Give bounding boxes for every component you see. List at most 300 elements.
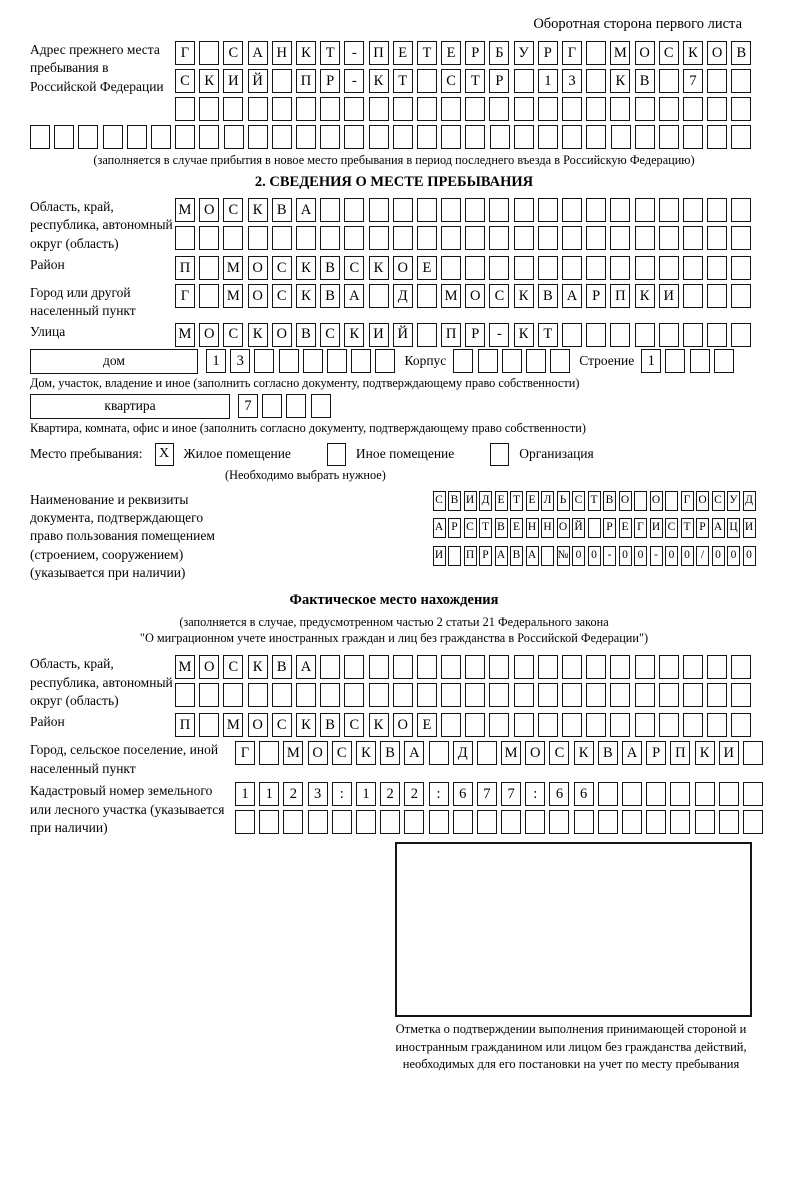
- char-box[interactable]: [103, 125, 123, 149]
- char-box[interactable]: И: [743, 518, 756, 538]
- char-box[interactable]: К: [635, 284, 655, 308]
- char-box[interactable]: [344, 226, 364, 250]
- char-box[interactable]: [441, 97, 461, 121]
- char-box[interactable]: 1: [259, 782, 279, 806]
- char-box[interactable]: М: [175, 323, 195, 347]
- char-box[interactable]: [296, 125, 316, 149]
- char-box[interactable]: [514, 198, 534, 222]
- char-box[interactable]: [514, 125, 534, 149]
- char-box[interactable]: 0: [743, 546, 756, 566]
- char-box[interactable]: 0: [588, 546, 601, 566]
- char-box[interactable]: Е: [393, 41, 413, 65]
- char-box[interactable]: [562, 713, 582, 737]
- char-box[interactable]: С: [223, 655, 243, 679]
- char-box[interactable]: [659, 226, 679, 250]
- char-box[interactable]: С: [320, 323, 340, 347]
- char-box[interactable]: [731, 226, 751, 250]
- char-box[interactable]: Т: [320, 41, 340, 65]
- char-box[interactable]: 0: [634, 546, 647, 566]
- char-box[interactable]: [743, 782, 763, 806]
- char-box[interactable]: [659, 97, 679, 121]
- char-box[interactable]: Т: [417, 41, 437, 65]
- char-box[interactable]: С: [659, 41, 679, 65]
- char-box[interactable]: [417, 226, 437, 250]
- char-box[interactable]: [369, 284, 389, 308]
- char-box[interactable]: [502, 349, 522, 373]
- char-box[interactable]: [296, 226, 316, 250]
- char-box[interactable]: [320, 198, 340, 222]
- char-box[interactable]: А: [296, 198, 316, 222]
- char-box[interactable]: М: [501, 741, 521, 765]
- char-box[interactable]: [199, 97, 219, 121]
- char-box[interactable]: Г: [562, 41, 582, 65]
- char-box[interactable]: С: [441, 69, 461, 93]
- char-box[interactable]: П: [441, 323, 461, 347]
- char-box[interactable]: [562, 683, 582, 707]
- char-box[interactable]: [429, 741, 449, 765]
- char-box[interactable]: Н: [541, 518, 554, 538]
- char-box[interactable]: [659, 323, 679, 347]
- char-box[interactable]: [610, 655, 630, 679]
- char-box[interactable]: [272, 125, 292, 149]
- char-box[interactable]: [659, 256, 679, 280]
- char-box[interactable]: К: [574, 741, 594, 765]
- char-box[interactable]: [659, 198, 679, 222]
- char-box[interactable]: [393, 198, 413, 222]
- char-box[interactable]: [272, 226, 292, 250]
- char-box[interactable]: А: [526, 546, 539, 566]
- char-box[interactable]: О: [635, 41, 655, 65]
- char-box[interactable]: [199, 125, 219, 149]
- char-box[interactable]: [489, 683, 509, 707]
- char-box[interactable]: Е: [417, 256, 437, 280]
- char-box[interactable]: О: [248, 713, 268, 737]
- char-box[interactable]: К: [514, 284, 534, 308]
- char-box[interactable]: [465, 683, 485, 707]
- char-box[interactable]: [248, 97, 268, 121]
- char-box[interactable]: [30, 125, 50, 149]
- char-box[interactable]: В: [272, 198, 292, 222]
- char-box[interactable]: [441, 198, 461, 222]
- char-box[interactable]: [514, 713, 534, 737]
- char-box[interactable]: В: [510, 546, 523, 566]
- char-box[interactable]: [375, 349, 395, 373]
- char-box[interactable]: [695, 810, 715, 834]
- char-box[interactable]: [320, 683, 340, 707]
- char-box[interactable]: [610, 713, 630, 737]
- char-box[interactable]: [223, 683, 243, 707]
- char-box[interactable]: [538, 125, 558, 149]
- apartment-field-label-box[interactable]: квартира: [30, 394, 230, 419]
- char-box[interactable]: [344, 198, 364, 222]
- char-box[interactable]: [441, 655, 461, 679]
- char-box[interactable]: И: [369, 323, 389, 347]
- char-box[interactable]: [344, 97, 364, 121]
- char-box[interactable]: -: [344, 41, 364, 65]
- char-box[interactable]: [610, 198, 630, 222]
- char-box[interactable]: О: [707, 41, 727, 65]
- char-box[interactable]: [659, 69, 679, 93]
- char-box[interactable]: [429, 810, 449, 834]
- char-box[interactable]: [477, 810, 497, 834]
- char-box[interactable]: [235, 810, 255, 834]
- char-box[interactable]: О: [199, 655, 219, 679]
- char-box[interactable]: К: [695, 741, 715, 765]
- char-box[interactable]: К: [199, 69, 219, 93]
- char-box[interactable]: [404, 810, 424, 834]
- char-box[interactable]: А: [622, 741, 642, 765]
- char-box[interactable]: В: [538, 284, 558, 308]
- char-box[interactable]: Й: [572, 518, 585, 538]
- char-box[interactable]: [707, 323, 727, 347]
- char-box[interactable]: [731, 655, 751, 679]
- char-box[interactable]: О: [465, 284, 485, 308]
- char-box[interactable]: [465, 655, 485, 679]
- char-box[interactable]: [320, 655, 340, 679]
- char-box[interactable]: Д: [453, 741, 473, 765]
- char-box[interactable]: Й: [393, 323, 413, 347]
- char-box[interactable]: [344, 655, 364, 679]
- char-box[interactable]: [224, 125, 244, 149]
- char-box[interactable]: [743, 741, 763, 765]
- char-box[interactable]: Д: [743, 491, 756, 511]
- char-box[interactable]: [707, 125, 727, 149]
- char-box[interactable]: [465, 97, 485, 121]
- char-box[interactable]: 3: [562, 69, 582, 93]
- char-box[interactable]: С: [344, 256, 364, 280]
- char-box[interactable]: Р: [696, 518, 709, 538]
- char-box[interactable]: 1: [235, 782, 255, 806]
- char-box[interactable]: [635, 655, 655, 679]
- char-box[interactable]: [199, 284, 219, 308]
- char-box[interactable]: [562, 125, 582, 149]
- char-box[interactable]: [586, 97, 606, 121]
- char-box[interactable]: [417, 69, 437, 93]
- char-box[interactable]: [610, 226, 630, 250]
- char-box[interactable]: Н: [526, 518, 539, 538]
- char-box[interactable]: [477, 741, 497, 765]
- char-box[interactable]: [272, 69, 292, 93]
- char-box[interactable]: [465, 198, 485, 222]
- char-box[interactable]: В: [635, 69, 655, 93]
- char-box[interactable]: Е: [417, 713, 437, 737]
- char-box[interactable]: В: [603, 491, 616, 511]
- char-box[interactable]: [586, 198, 606, 222]
- char-box[interactable]: А: [248, 41, 268, 65]
- char-box[interactable]: К: [514, 323, 534, 347]
- checkbox-other-premises[interactable]: [327, 443, 346, 466]
- char-box[interactable]: [259, 810, 279, 834]
- char-box[interactable]: [279, 349, 299, 373]
- char-box[interactable]: А: [495, 546, 508, 566]
- char-box[interactable]: Р: [646, 741, 666, 765]
- char-box[interactable]: [635, 256, 655, 280]
- char-box[interactable]: И: [464, 491, 477, 511]
- char-box[interactable]: [707, 198, 727, 222]
- char-box[interactable]: :: [332, 782, 352, 806]
- char-box[interactable]: К: [248, 655, 268, 679]
- char-box[interactable]: К: [344, 323, 364, 347]
- char-box[interactable]: [622, 782, 642, 806]
- char-box[interactable]: Г: [175, 284, 195, 308]
- char-box[interactable]: М: [441, 284, 461, 308]
- char-box[interactable]: [550, 349, 570, 373]
- char-box[interactable]: [223, 226, 243, 250]
- char-box[interactable]: [417, 125, 437, 149]
- char-box[interactable]: [635, 97, 655, 121]
- char-box[interactable]: [332, 810, 352, 834]
- char-box[interactable]: [714, 349, 734, 373]
- char-box[interactable]: [283, 810, 303, 834]
- char-box[interactable]: -: [650, 546, 663, 566]
- char-box[interactable]: О: [248, 284, 268, 308]
- char-box[interactable]: Р: [448, 518, 461, 538]
- char-box[interactable]: М: [223, 713, 243, 737]
- char-box[interactable]: К: [610, 69, 630, 93]
- char-box[interactable]: 7: [683, 69, 703, 93]
- char-box[interactable]: [344, 683, 364, 707]
- char-box[interactable]: [731, 323, 751, 347]
- char-box[interactable]: [562, 323, 582, 347]
- char-box[interactable]: [489, 226, 509, 250]
- char-box[interactable]: 6: [453, 782, 473, 806]
- char-box[interactable]: К: [248, 198, 268, 222]
- char-box[interactable]: [598, 782, 618, 806]
- char-box[interactable]: 0: [727, 546, 740, 566]
- char-box[interactable]: :: [429, 782, 449, 806]
- char-box[interactable]: [659, 683, 679, 707]
- char-box[interactable]: [175, 125, 195, 149]
- char-box[interactable]: [199, 713, 219, 737]
- char-box[interactable]: 0: [681, 546, 694, 566]
- char-box[interactable]: 0: [572, 546, 585, 566]
- char-box[interactable]: [731, 69, 751, 93]
- char-box[interactable]: [707, 713, 727, 737]
- char-box[interactable]: [514, 97, 534, 121]
- char-box[interactable]: [731, 284, 751, 308]
- char-box[interactable]: [731, 198, 751, 222]
- char-box[interactable]: [707, 69, 727, 93]
- char-box[interactable]: [695, 782, 715, 806]
- char-box[interactable]: [731, 125, 751, 149]
- char-box[interactable]: [453, 349, 473, 373]
- char-box[interactable]: [272, 97, 292, 121]
- char-box[interactable]: [670, 782, 690, 806]
- char-box[interactable]: [538, 97, 558, 121]
- char-box[interactable]: [489, 256, 509, 280]
- char-box[interactable]: К: [369, 69, 389, 93]
- char-box[interactable]: П: [175, 713, 195, 737]
- char-box[interactable]: [175, 683, 195, 707]
- char-box[interactable]: С: [175, 69, 195, 93]
- char-box[interactable]: [743, 810, 763, 834]
- char-box[interactable]: [465, 256, 485, 280]
- char-box[interactable]: [707, 97, 727, 121]
- char-box[interactable]: 7: [501, 782, 521, 806]
- char-box[interactable]: [441, 713, 461, 737]
- char-box[interactable]: [525, 810, 545, 834]
- char-box[interactable]: В: [272, 655, 292, 679]
- char-box[interactable]: [683, 256, 703, 280]
- char-box[interactable]: [248, 683, 268, 707]
- char-box[interactable]: [199, 256, 219, 280]
- char-box[interactable]: [562, 256, 582, 280]
- char-box[interactable]: [586, 655, 606, 679]
- char-box[interactable]: 3: [230, 349, 250, 373]
- char-box[interactable]: 0: [712, 546, 725, 566]
- char-box[interactable]: Е: [441, 41, 461, 65]
- char-box[interactable]: Е: [619, 518, 632, 538]
- char-box[interactable]: [719, 782, 739, 806]
- char-box[interactable]: [248, 125, 268, 149]
- char-box[interactable]: О: [308, 741, 328, 765]
- char-box[interactable]: В: [320, 256, 340, 280]
- char-box[interactable]: Р: [320, 69, 340, 93]
- char-box[interactable]: Н: [272, 41, 292, 65]
- char-box[interactable]: К: [356, 741, 376, 765]
- char-box[interactable]: П: [369, 41, 389, 65]
- char-box[interactable]: П: [610, 284, 630, 308]
- char-box[interactable]: К: [296, 284, 316, 308]
- char-box[interactable]: 6: [574, 782, 594, 806]
- char-box[interactable]: С: [549, 741, 569, 765]
- char-box[interactable]: К: [296, 713, 316, 737]
- char-box[interactable]: 1: [538, 69, 558, 93]
- char-box[interactable]: Б: [489, 41, 509, 65]
- char-box[interactable]: [646, 810, 666, 834]
- char-box[interactable]: В: [380, 741, 400, 765]
- char-box[interactable]: -: [603, 546, 616, 566]
- char-box[interactable]: И: [659, 284, 679, 308]
- char-box[interactable]: С: [464, 518, 477, 538]
- char-box[interactable]: [659, 655, 679, 679]
- char-box[interactable]: 1: [641, 349, 661, 373]
- char-box[interactable]: [683, 97, 703, 121]
- char-box[interactable]: П: [296, 69, 316, 93]
- char-box[interactable]: [610, 256, 630, 280]
- char-box[interactable]: М: [610, 41, 630, 65]
- char-box[interactable]: А: [296, 655, 316, 679]
- char-box[interactable]: Ц: [727, 518, 740, 538]
- char-box[interactable]: [586, 41, 606, 65]
- checkbox-organization[interactable]: [490, 443, 509, 466]
- char-box[interactable]: К: [296, 256, 316, 280]
- char-box[interactable]: [683, 284, 703, 308]
- char-box[interactable]: [441, 256, 461, 280]
- char-box[interactable]: 0: [619, 546, 632, 566]
- char-box[interactable]: [327, 349, 347, 373]
- house-field-label-box[interactable]: дом: [30, 349, 198, 374]
- char-box[interactable]: [562, 198, 582, 222]
- char-box[interactable]: О: [393, 713, 413, 737]
- char-box[interactable]: [586, 226, 606, 250]
- char-box[interactable]: [441, 226, 461, 250]
- char-box[interactable]: Д: [393, 284, 413, 308]
- char-box[interactable]: [707, 284, 727, 308]
- char-box[interactable]: И: [433, 546, 446, 566]
- char-box[interactable]: /: [696, 546, 709, 566]
- char-box[interactable]: [707, 683, 727, 707]
- char-box[interactable]: В: [320, 284, 340, 308]
- char-box[interactable]: [586, 323, 606, 347]
- char-box[interactable]: [690, 349, 710, 373]
- char-box[interactable]: [610, 683, 630, 707]
- char-box[interactable]: А: [562, 284, 582, 308]
- char-box[interactable]: [683, 655, 703, 679]
- char-box[interactable]: [683, 323, 703, 347]
- char-box[interactable]: [417, 683, 437, 707]
- char-box[interactable]: [448, 546, 461, 566]
- char-box[interactable]: [296, 97, 316, 121]
- char-box[interactable]: С: [572, 491, 585, 511]
- char-box[interactable]: П: [464, 546, 477, 566]
- char-box[interactable]: [175, 226, 195, 250]
- char-box[interactable]: Т: [510, 491, 523, 511]
- char-box[interactable]: [586, 256, 606, 280]
- char-box[interactable]: [562, 655, 582, 679]
- char-box[interactable]: Ь: [557, 491, 570, 511]
- char-box[interactable]: С: [223, 323, 243, 347]
- char-box[interactable]: [380, 810, 400, 834]
- char-box[interactable]: [453, 810, 473, 834]
- char-box[interactable]: [562, 97, 582, 121]
- char-box[interactable]: [344, 125, 364, 149]
- char-box[interactable]: Т: [465, 69, 485, 93]
- char-box[interactable]: Т: [479, 518, 492, 538]
- char-box[interactable]: [659, 713, 679, 737]
- char-box[interactable]: О: [696, 491, 709, 511]
- char-box[interactable]: [308, 810, 328, 834]
- char-box[interactable]: 7: [238, 394, 258, 418]
- char-box[interactable]: В: [731, 41, 751, 65]
- char-box[interactable]: О: [199, 198, 219, 222]
- char-box[interactable]: [417, 655, 437, 679]
- char-box[interactable]: 3: [308, 782, 328, 806]
- char-box[interactable]: М: [223, 284, 243, 308]
- char-box[interactable]: А: [404, 741, 424, 765]
- char-box[interactable]: С: [223, 198, 243, 222]
- char-box[interactable]: Р: [586, 284, 606, 308]
- char-box[interactable]: [598, 810, 618, 834]
- char-box[interactable]: [417, 323, 437, 347]
- char-box[interactable]: :: [525, 782, 545, 806]
- char-box[interactable]: [490, 125, 510, 149]
- char-box[interactable]: [465, 226, 485, 250]
- char-box[interactable]: Г: [634, 518, 647, 538]
- char-box[interactable]: [622, 810, 642, 834]
- char-box[interactable]: Г: [235, 741, 255, 765]
- char-box[interactable]: [478, 349, 498, 373]
- char-box[interactable]: [538, 226, 558, 250]
- char-box[interactable]: [489, 713, 509, 737]
- char-box[interactable]: [707, 256, 727, 280]
- char-box[interactable]: [262, 394, 282, 418]
- char-box[interactable]: [719, 810, 739, 834]
- char-box[interactable]: [634, 491, 647, 511]
- char-box[interactable]: [635, 323, 655, 347]
- char-box[interactable]: К: [248, 323, 268, 347]
- char-box[interactable]: О: [393, 256, 413, 280]
- char-box[interactable]: [501, 810, 521, 834]
- char-box[interactable]: [296, 683, 316, 707]
- char-box[interactable]: С: [344, 713, 364, 737]
- char-box[interactable]: [683, 713, 703, 737]
- char-box[interactable]: [320, 97, 340, 121]
- char-box[interactable]: Е: [495, 491, 508, 511]
- char-box[interactable]: 6: [549, 782, 569, 806]
- char-box[interactable]: [465, 125, 485, 149]
- char-box[interactable]: [731, 713, 751, 737]
